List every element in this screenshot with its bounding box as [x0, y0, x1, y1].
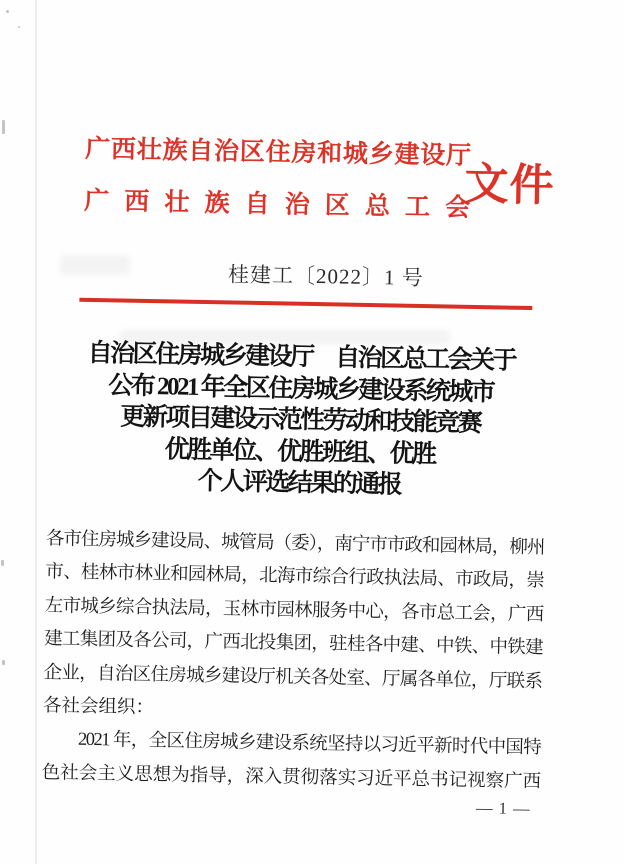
agency-name-line-1: 广西壮族自治区住房和城乡建设厅 [84, 135, 472, 170]
document-type-label: 文件 [464, 159, 555, 211]
page-number: — 1 — [475, 798, 531, 819]
document-title-line-1: 自治区住房城乡建设厅 自治区总工会关于 [87, 339, 516, 375]
letterhead [84, 124, 472, 235]
body-line: 各市住房城乡建设局、城管局（委），南宁市市政和园林局，柳州 [45, 529, 545, 559]
document-title-line-4: 优胜单位、优胜班组、优胜 [164, 435, 435, 468]
document-body [41, 523, 544, 799]
document-title-line-5: 个人评选结果的通报 [197, 467, 401, 499]
red-separator-line [79, 298, 532, 310]
body-line: 市、桂林市林业和园林局，北海市综合行政执法局、市政局，崇 [45, 562, 544, 592]
document-title-line-2: 公布 2021 年全区住房城乡建设系统城市 [108, 371, 494, 406]
body-line: 左市城乡综合执法局，玉林市园林服务中心，各市总工会，广西 [44, 595, 543, 626]
document-title [19, 337, 582, 505]
body-line: 企业，自治区住房城乡建设厅机关各处室、厅属各单位，厅联系 [43, 662, 542, 692]
document-title-line-3: 更新项目建设示范性劳动和技能竞赛 [119, 403, 481, 438]
body-line: 色社会主义思想为指导，深入贯彻落实习近平总书记视察广西 [41, 762, 542, 792]
body-line: 2021 年，全区住房城乡建设系统坚持以习近平新时代中国特 [42, 729, 541, 759]
body-line: 各社会组织： [42, 696, 155, 719]
agency-name-line-2: 广西壮族自治区总工会 [83, 187, 471, 222]
document-number: 桂建工〔2022〕1 号 [227, 262, 424, 291]
body-line: 建工集团及各公司，广西北投集团，驻桂各中建、中铁、中铁建 [43, 629, 543, 659]
